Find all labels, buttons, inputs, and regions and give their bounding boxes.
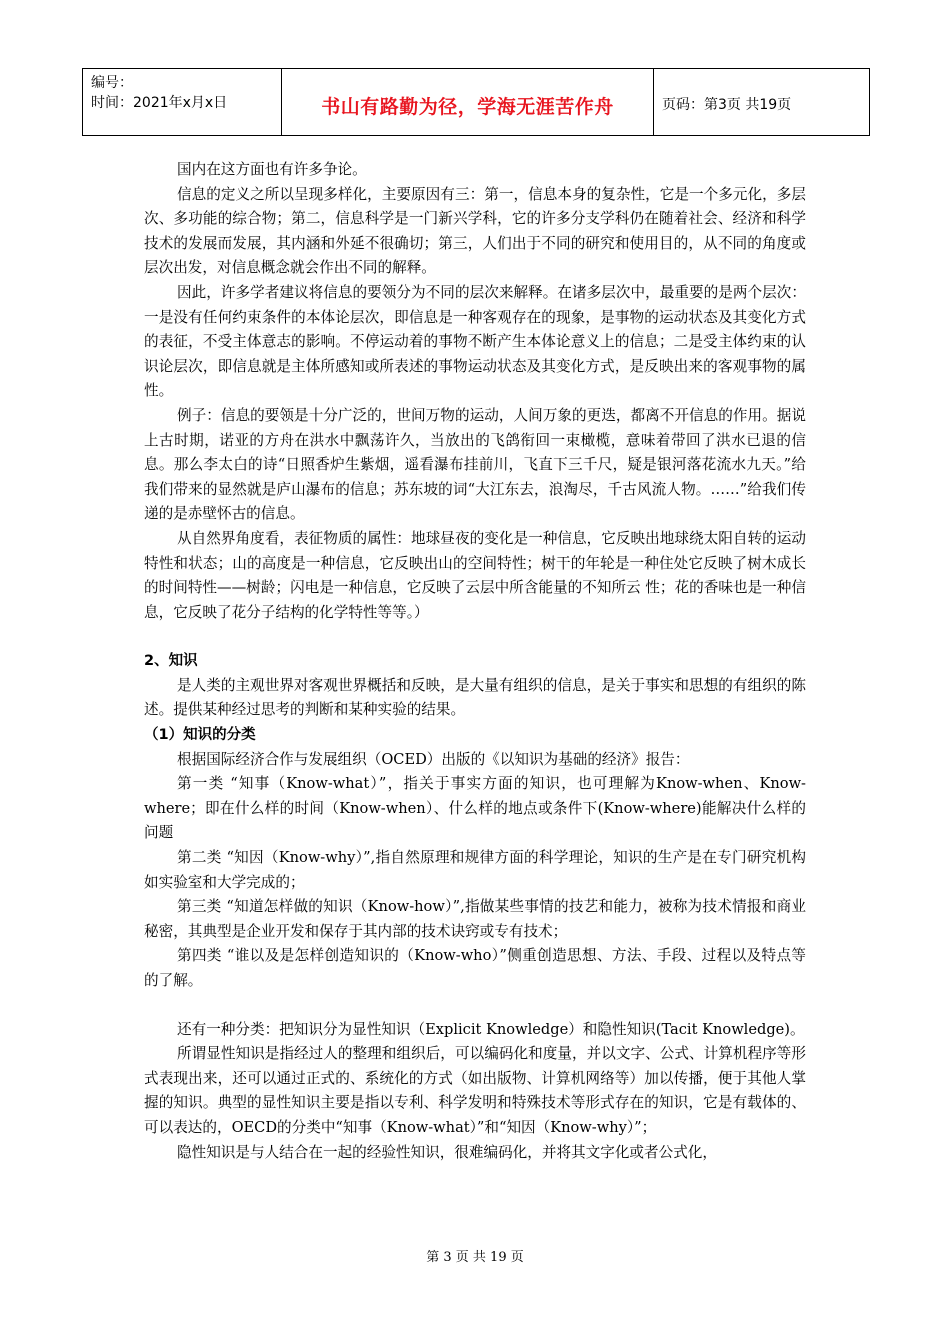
paragraph: 隐性知识是与人结合在一起的经验性知识，很难编码化，并将其文字化或者公式化， [177, 1143, 717, 1161]
paragraph: 第三类 “知道怎样做的知识（Know-how）”,指做某些事情的技艺和能力，被称为技术情报和商业秘密，其典型是企业开发和保存于其内部的技术诀窍或专有技术； [144, 898, 806, 940]
paragraph: 信息的定义之所以呈现多样化，主要原因有三：第一，信息本身的复杂性，它是一个多元化，多层次、多功能的综合物；第二，信息科学是一门新兴学科，它的许多分支学科仍在随着社会、经济和科学技术的发展而发展，其内涵和外延不很确切；第三，人们出于不同的研究和使用目的，从不同的角度或层次出发，对信息概念就会作出不同的解释。 [144, 185, 806, 277]
spacer [144, 625, 806, 649]
paragraph: 从自然界角度看，表征物质的属性：地球昼夜的变化是一种信息，它反映出地球绕太阳自转的运动特性和状态；山的高度是一种信息，它反映出山的空间特性；树干的年轮是一种住处它反映了树木成长的时间特性——树龄；闪电是一种信息，它反映了云层中所含能量的不知所云 性；花的香味也是一种信息，它反映了花分子结构的化学特性等等。） [144, 529, 806, 621]
page-counter: 页码：第3页 共19页 [662, 97, 792, 113]
paragraph: 例子：信息的要领是十分广泛的，世间万物的运动，人间万象的更迭，都离不开信息的作用。据说上古时期，诺亚的方舟在洪水中飘荡许久，当放出的飞鸽衔回一束橄榄，意味着带回了洪水已退的信息。那么李太白的诗“日照香炉生紫烟，遥看瀑布挂前川，飞直下三千尺，疑是银河落花流水九天。”给我们带来的显然就是庐山瀑布的信息；苏东坡的词“大江东去，浪淘尽，千古风流人物。……”给我们传递的是赤壁怀古的信息。 [144, 406, 806, 523]
header-page-info [654, 69, 869, 135]
paragraph: 根据国际经济合作与发展组织（OCED）出版的《以知识为基础的经济》报告： [177, 750, 690, 768]
document-number: 编号： [91, 75, 133, 91]
page-header [82, 68, 870, 136]
spacer [144, 994, 806, 1018]
paragraph: 第四类 “谁以及是怎样创造知识的（Know-who）”侧重创造思想、方法、手段、过程以及特点等的了解。 [144, 947, 806, 989]
motto: 书山有路勤为径，学海无涯苦作舟 [321, 95, 614, 118]
subsection-heading: （1）知识的分类 [144, 727, 256, 744]
header-meta [83, 69, 282, 135]
paragraph: 所谓显性知识是指经过人的整理和组织后，可以编码化和度量，并以文字、公式、计算机程序等形式表现出来，还可以通过正式的、系统化的方式（如出版物、计算机网络等）加以传播，便于其他人掌握的知识。典型的显性知识主要是指以专利、科学发明和特殊技术等形式存在的知识，它是有载体的、可以表达的，OECD的分类中“知事（Know-what）”和“知因（Know-why）”； [144, 1045, 806, 1136]
document-body [144, 158, 806, 1165]
paragraph: 第二类 “知因（Know-why）”,指自然原理和规律方面的科学理论，知识的生产是在专门研究机构如实验室和大学完成的； [144, 849, 806, 891]
paragraph: 国内在这方面也有许多争论。 [177, 161, 367, 178]
paragraph: 因此，许多学者建议将信息的要领分为不同的层次来解释。在诸多层次中，最重要的是两个层次：一是没有任何约束条件的本体论层次，即信息是一种客观存在的现象，是事物的运动状态及其变化方式的表征，不受主体意志的影响。不停运动着的事物不断产生本体论意义上的信息；二是受主体约束的认识论层次，即信息就是主体所感知或所表述的事物运动状态及其变化方式，是反映出来的客观事物的属性。 [144, 283, 806, 400]
page-footer: 第 3 页 共 19 页 [426, 1250, 524, 1265]
paragraph: 是人类的主观世界对客观世界概括和反映，是大量有组织的信息，是关于事实和思想的有组织的陈述。提供某种经过思考的判断和某种实验的结果。 [144, 676, 806, 719]
document-date: 时间：2021年x月x日 [91, 95, 228, 111]
section-heading: 2、知识 [144, 653, 198, 670]
header-motto-cell [282, 69, 654, 135]
paragraph: 还有一种分类：把知识分为显性知识（Explicit Knowledge）和隐性知识(Tacit Knowledge)。 [177, 1020, 805, 1038]
paragraph: 第一类 “知事（Know-what）”，指关于事实方面的知识，也可理解为Know-when、Know-where；即在什么样的时间（Know-when）、什么样的地点或条件下(Know-where)能解决什么样的问题 [144, 775, 806, 842]
